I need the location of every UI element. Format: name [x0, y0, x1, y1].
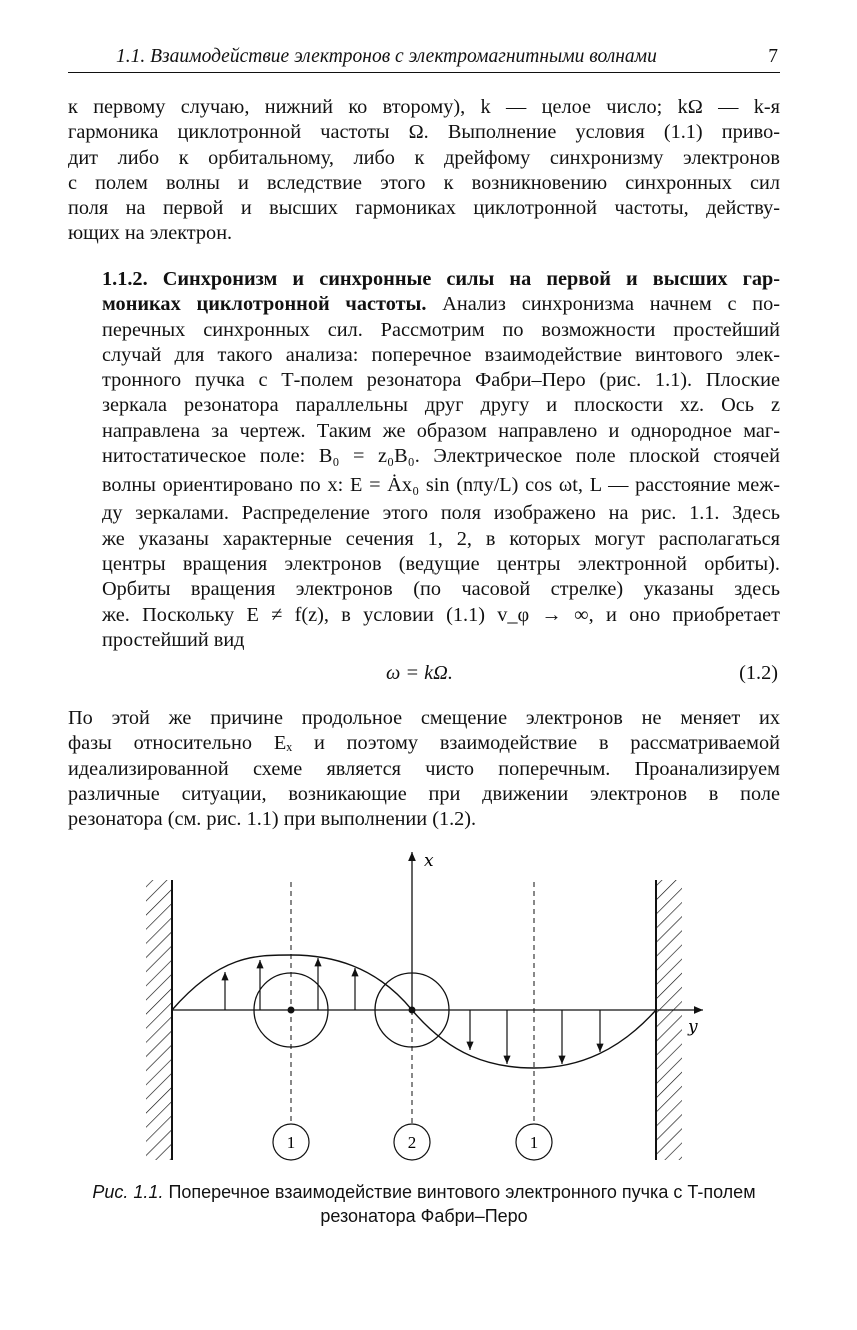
page-number: 7: [768, 46, 778, 67]
caption-label: Рис. 1.1.: [92, 1182, 164, 1202]
text-line: ду зеркалами. Распределение этого поля изображено на рис. 1.1. Здесь: [102, 502, 780, 525]
y-axis-label: y: [688, 1017, 698, 1037]
text-line: же. Поскольку E ≠ f(z), в условии (1.1) v_φ → ∞, и оно приобретает: [102, 603, 780, 626]
section-heading: 1.1.2. Синхронизм и синхронные силы на первой и высших гар-: [102, 268, 780, 290]
text-line: простейший вид: [102, 628, 245, 651]
text-line: перечных синхронных сил. Рассмотрим по возможности простейший: [102, 318, 780, 341]
text-fragment: Анализ синхронизма начнем с по-: [426, 293, 780, 316]
text-line: Орбиты вращения электронов (по часовой стрелке) указаны здесь: [102, 578, 780, 601]
text-line: нитостатическое поле: B₀ = z₀B₀. Электрическое поле плоской стоячей: [102, 445, 780, 468]
guiding-center: [288, 1007, 295, 1014]
guiding-center: [409, 1007, 416, 1014]
text-line: ющих на электрон.: [68, 222, 233, 245]
running-title: 1.1. Взаимодействие электронов с электромагнитными волнами: [116, 46, 657, 67]
text-line: поля на первой и высших гармониках циклотронной частоты, действу-: [68, 197, 780, 220]
text-line: дит либо к орбитальному, либо к дрейфому синхронизму электронов: [68, 146, 780, 169]
x-axis-label: x: [424, 851, 434, 871]
figure-caption: [68, 1180, 780, 1228]
text-line: с полем волны и вследствие этого к возникновению синхронных сил: [68, 171, 780, 194]
caption-text: Поперечное взаимодействие винтового электронного пучка с T-полем: [163, 1182, 756, 1202]
text-line: гармоника циклотронной частоты Ω. Выполнение условия (1.1) приво-: [68, 121, 780, 144]
text-line: к первому случаю, нижний ко второму), k — целое число; kΩ — k-я: [68, 96, 780, 118]
left-mirror-hatch: [146, 880, 172, 1160]
text-line: волны ориентировано по x: E = Ȧx₀ sin (nπy/L) cos ωt, L — расстояние меж-: [102, 474, 780, 497]
text-line: зеркала резонатора параллельны друг другу и плоскости xz. Ось z: [102, 394, 780, 417]
text-line: резонатора (см. рис. 1.1) при выполнении (1.2).: [68, 808, 477, 831]
section-heading-end: мониках циклотронной частоты.: [102, 293, 427, 316]
section-marker-label: 1: [529, 1133, 539, 1152]
equation-formula: ω = kΩ.: [386, 662, 453, 684]
text-line: же указаны характерные сечения 1, 2, в которых могут располагаться: [102, 527, 780, 550]
caption-line: резонатора Фабри–Перо: [320, 1206, 528, 1226]
text-line: центры вращения электронов (ведущие центры электронной орбиты).: [102, 552, 780, 575]
right-mirror-hatch: [656, 880, 682, 1160]
text-line: различные ситуации, возникающие при движении электронов в поле: [68, 782, 780, 805]
text-line: По этой же причине продольное смещение электронов не меняет их: [68, 707, 780, 729]
text-line: случай для такого анализа: поперечное взаимодействие винтового элек-: [102, 343, 780, 366]
section-marker-label: 2: [407, 1133, 417, 1152]
text-line: идеализированной схеме является чисто поперечным. Проанализируем: [68, 757, 780, 780]
text-line: фазы относительно Eₓ и поэтому взаимодействие в рассматриваемой: [68, 732, 780, 755]
text-line: направлена за чертеж. Таким же образом направлено и однородное маг-: [102, 419, 780, 442]
text-line: тронного пучка с Т-полем резонатора Фабри–Перо (рис. 1.1). Плоские: [102, 369, 780, 392]
section-marker-label: 1: [286, 1133, 296, 1152]
caption-line: [68, 1180, 780, 1204]
equation-number: (1.2): [739, 662, 778, 684]
